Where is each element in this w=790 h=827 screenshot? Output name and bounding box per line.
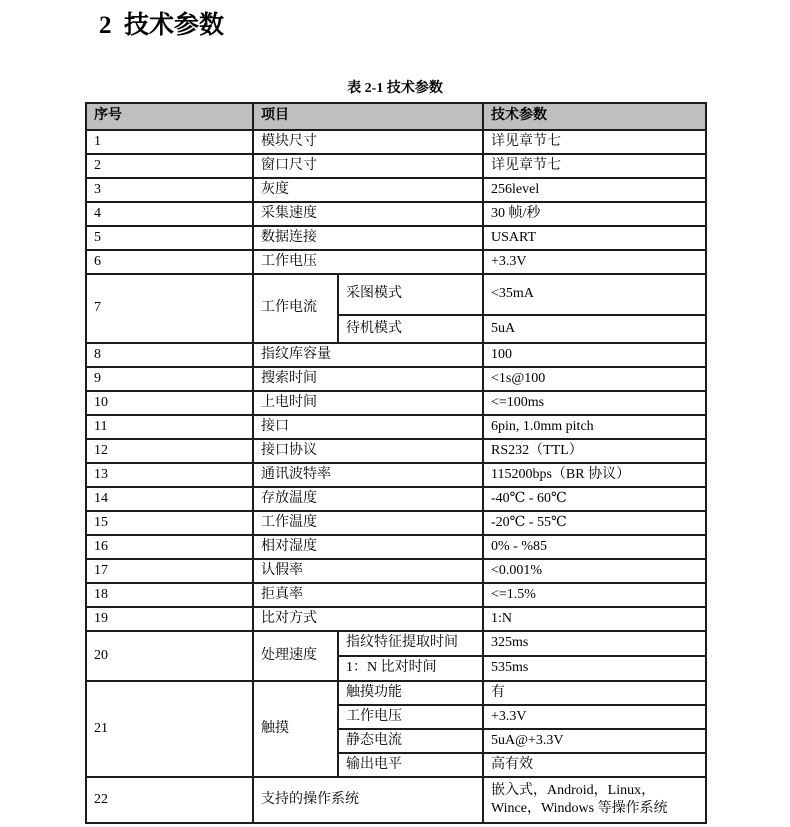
table-row bbox=[86, 367, 706, 391]
cell-value: 详见章节七 bbox=[483, 154, 706, 178]
cell-value: 325ms bbox=[483, 631, 706, 656]
table-row bbox=[86, 583, 706, 607]
cell-item: 认假率 bbox=[253, 559, 483, 583]
cell-subitem: 静态电流 bbox=[338, 729, 483, 753]
cell-item: 数据连接 bbox=[253, 226, 483, 250]
table-row bbox=[86, 343, 706, 367]
cell-value: 5uA bbox=[483, 315, 706, 343]
cell-no: 12 bbox=[86, 439, 253, 463]
cell-value: 256level bbox=[483, 178, 706, 202]
table-row bbox=[86, 226, 706, 250]
cell-value: USART bbox=[483, 226, 706, 250]
cell-no: 4 bbox=[86, 202, 253, 226]
col-header-no: 序号 bbox=[86, 103, 253, 130]
cell-value: <1s@100 bbox=[483, 367, 706, 391]
cell-subitem: 待机模式 bbox=[338, 315, 483, 343]
cell-item: 模块尺寸 bbox=[253, 130, 483, 154]
cell-value: 5uA@+3.3V bbox=[483, 729, 706, 753]
cell-item: 采集速度 bbox=[253, 202, 483, 226]
table-row bbox=[86, 463, 706, 487]
cell-no: 6 bbox=[86, 250, 253, 274]
cell-no: 8 bbox=[86, 343, 253, 367]
cell-no: 20 bbox=[86, 631, 253, 681]
cell-item: 灰度 bbox=[253, 178, 483, 202]
col-header-value: 技术参数 bbox=[483, 103, 706, 130]
cell-value: <=100ms bbox=[483, 391, 706, 415]
table-row bbox=[86, 681, 706, 705]
cell-value: 0% - %85 bbox=[483, 535, 706, 559]
cell-value: 嵌入式，Android，Linux，Wince，Windows 等操作系统 bbox=[483, 777, 706, 823]
table-header-row bbox=[86, 103, 706, 130]
cell-subitem: 触摸功能 bbox=[338, 681, 483, 705]
cell-value: <0.001% bbox=[483, 559, 706, 583]
cell-item: 通讯波特率 bbox=[253, 463, 483, 487]
cell-no: 17 bbox=[86, 559, 253, 583]
table-row bbox=[86, 535, 706, 559]
table-row bbox=[86, 511, 706, 535]
cell-value: <35mA bbox=[483, 274, 706, 315]
cell-value: +3.3V bbox=[483, 705, 706, 729]
cell-value: 详见章节七 bbox=[483, 130, 706, 154]
cell-item: 拒真率 bbox=[253, 583, 483, 607]
table-row bbox=[86, 559, 706, 583]
cell-subitem: 采图模式 bbox=[338, 274, 483, 315]
table-row bbox=[86, 487, 706, 511]
cell-subitem: 指纹特征提取时间 bbox=[338, 631, 483, 656]
cell-no: 15 bbox=[86, 511, 253, 535]
cell-item: 接口 bbox=[253, 415, 483, 439]
cell-value: <=1.5% bbox=[483, 583, 706, 607]
cell-no: 18 bbox=[86, 583, 253, 607]
table-caption: 表 2-1 技术参数 bbox=[347, 80, 443, 96]
cell-no: 10 bbox=[86, 391, 253, 415]
cell-value: 6pin, 1.0mm pitch bbox=[483, 415, 706, 439]
spec-table bbox=[85, 102, 707, 824]
table-row bbox=[86, 439, 706, 463]
table-row bbox=[86, 415, 706, 439]
table-row bbox=[86, 202, 706, 226]
cell-no: 1 bbox=[86, 130, 253, 154]
cell-no: 11 bbox=[86, 415, 253, 439]
cell-value: 高有效 bbox=[483, 753, 706, 777]
table-row bbox=[86, 607, 706, 631]
cell-value: RS232（TTL） bbox=[483, 439, 706, 463]
cell-item: 搜索时间 bbox=[253, 367, 483, 391]
cell-no: 14 bbox=[86, 487, 253, 511]
cell-item: 支持的操作系统 bbox=[253, 777, 483, 823]
cell-subitem: 1：N 比对时间 bbox=[338, 656, 483, 681]
cell-item: 相对湿度 bbox=[253, 535, 483, 559]
col-header-item: 项目 bbox=[253, 103, 483, 130]
cell-no: 22 bbox=[86, 777, 253, 823]
cell-subitem: 输出电平 bbox=[338, 753, 483, 777]
table-row bbox=[86, 274, 706, 315]
table-row bbox=[86, 130, 706, 154]
cell-no: 13 bbox=[86, 463, 253, 487]
cell-item: 窗口尺寸 bbox=[253, 154, 483, 178]
cell-no: 21 bbox=[86, 681, 253, 777]
cell-item: 上电时间 bbox=[253, 391, 483, 415]
table-row bbox=[86, 250, 706, 274]
cell-no: 9 bbox=[86, 367, 253, 391]
cell-item: 工作温度 bbox=[253, 511, 483, 535]
cell-value: -20℃ - 55℃ bbox=[483, 511, 706, 535]
cell-item: 比对方式 bbox=[253, 607, 483, 631]
cell-item: 接口协议 bbox=[253, 439, 483, 463]
table-row bbox=[86, 178, 706, 202]
cell-item: 工作电压 bbox=[253, 250, 483, 274]
table-row bbox=[86, 391, 706, 415]
cell-subitem: 工作电压 bbox=[338, 705, 483, 729]
cell-no: 5 bbox=[86, 226, 253, 250]
cell-no: 19 bbox=[86, 607, 253, 631]
cell-item: 处理速度 bbox=[253, 631, 338, 681]
section-heading: 2 技术参数 bbox=[99, 12, 225, 39]
cell-value: 115200bps（BR 协议） bbox=[483, 463, 706, 487]
cell-value: 30 帧/秒 bbox=[483, 202, 706, 226]
cell-value: -40℃ - 60℃ bbox=[483, 487, 706, 511]
cell-value: +3.3V bbox=[483, 250, 706, 274]
table-row bbox=[86, 154, 706, 178]
cell-no: 7 bbox=[86, 274, 253, 343]
cell-value: 1:N bbox=[483, 607, 706, 631]
cell-no: 2 bbox=[86, 154, 253, 178]
cell-value: 535ms bbox=[483, 656, 706, 681]
cell-item: 指纹库容量 bbox=[253, 343, 483, 367]
table-row bbox=[86, 631, 706, 656]
cell-item: 存放温度 bbox=[253, 487, 483, 511]
cell-item: 工作电流 bbox=[253, 274, 338, 343]
table-row bbox=[86, 777, 706, 823]
cell-value: 有 bbox=[483, 681, 706, 705]
cell-value: 100 bbox=[483, 343, 706, 367]
cell-no: 3 bbox=[86, 178, 253, 202]
cell-item: 触摸 bbox=[253, 681, 338, 777]
cell-no: 16 bbox=[86, 535, 253, 559]
